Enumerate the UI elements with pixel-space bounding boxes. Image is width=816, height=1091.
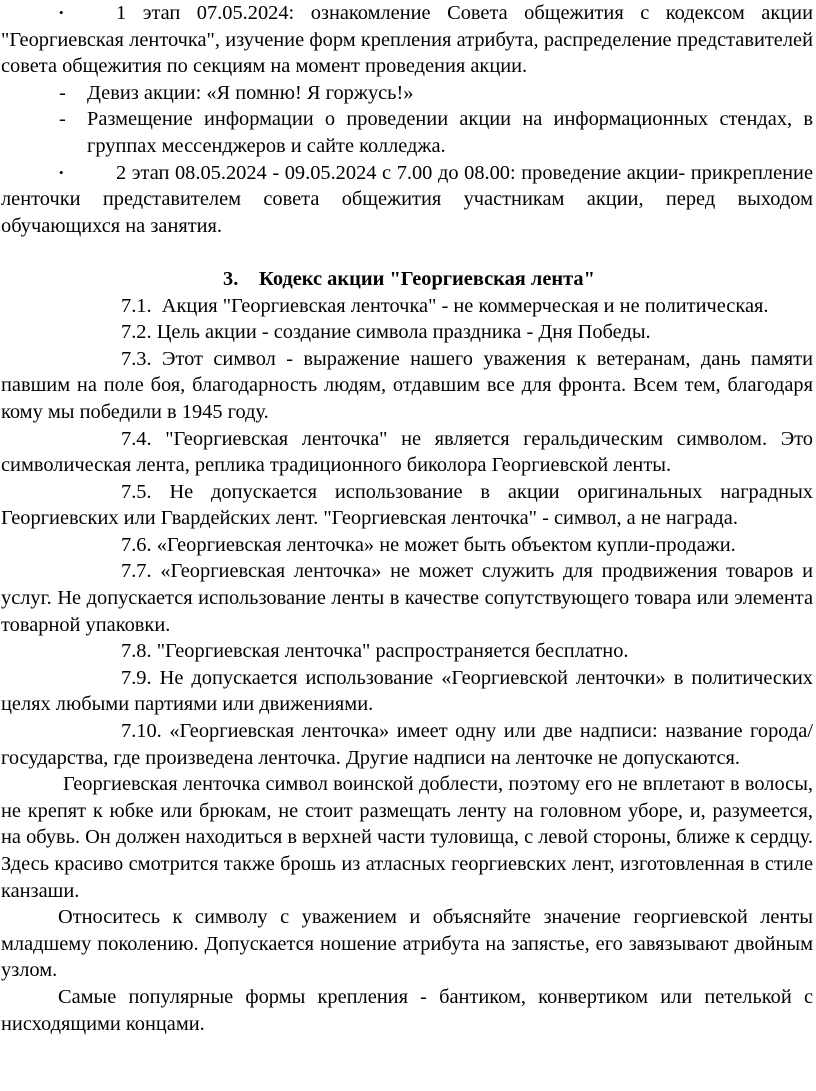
- item-number: 7.1.: [121, 294, 152, 317]
- stage-2-item: [1, 160, 813, 240]
- code-item-7-10: [1, 718, 813, 771]
- item-number: 7.6.: [121, 533, 152, 556]
- code-item-7-7: [1, 558, 813, 638]
- item-text: Цель акции - создание символа праздника - Дня Победы.: [156, 321, 651, 344]
- section-heading: [1, 266, 813, 293]
- item-number: 7.10.: [121, 720, 162, 743]
- dash-item-text: Девиз акции: «Я помню! Я горжусь!»: [87, 81, 414, 104]
- code-item-7-1: [1, 293, 813, 320]
- dash-item-info: [1, 106, 813, 159]
- item-text: «Георгиевская ленточка» имеет одну или две надписи: название города/государства, где произведена ленточка. Другие надписи на ленточке не допускаются.: [1, 720, 813, 769]
- code-item-7-6: [1, 532, 813, 559]
- bullet-icon: •: [59, 164, 64, 180]
- item-text: Не допускается использование в акции оригинальных наградных Георгиевских или Гвардейских лент. "Георгиевская ленточка" - символ, а не награда.: [1, 480, 813, 530]
- item-number: 7.7.: [121, 560, 152, 583]
- item-text: «Георгиевская ленточка» не может быть объектом купли-продажи.: [156, 533, 736, 556]
- section-number: 3.: [223, 267, 239, 290]
- item-number: 7.2.: [121, 321, 152, 344]
- item-text: Не допускается использование «Георгиевской ленточки» в политических целях любыми партиями или движениями.: [1, 666, 813, 716]
- item-number: 7.4.: [121, 427, 152, 450]
- dash-marker: -: [59, 81, 66, 104]
- code-item-7-8: [1, 638, 813, 665]
- item-number: 7.8.: [121, 640, 152, 663]
- stage-2-text: 2 этап 08.05.2024 - 09.05.2024 с 7.00 до 08.00: проведение акции- прикрепление ленточки представителем совета общежития участникам акции, перед выходом обучающихся на занятия.: [1, 161, 813, 237]
- code-item-7-4: [1, 426, 813, 479]
- bullet-icon: •: [59, 5, 64, 20]
- item-number: 7.3.: [121, 347, 152, 370]
- blank-line: [1, 239, 813, 266]
- item-text: Этот символ - выражение нашего уважения к ветеранам, дань памяти павшим на поле боя, благодарность людям, отдавшим все для фронта. Всем тем, благодаря кому мы победили в 1945 году.: [1, 347, 813, 423]
- item-text: Акция "Георгиевская ленточка" - не коммерческая и не политическая.: [161, 294, 769, 317]
- section-title: Кодекс акции "Георгиевская лента": [259, 267, 595, 290]
- paragraph-respect: Относитесь к символу с уважением и объясняйте значение георгиевской ленты младшему поколению. Допускается ношение атрибута на запястье, его завязывают двойным узлом.: [1, 906, 813, 982]
- item-number: 7.5.: [121, 480, 152, 503]
- item-text: «Георгиевская ленточка» не может служить для продвижения товаров и услуг. Не допускается использование ленты в качестве сопутствующего товара или элемента товарной упаковки.: [1, 560, 813, 636]
- stage-1-text: 1 этап 07.05.2024: ознакомление Совета общежития с кодексом акции "Георгиевская ленточка", изучение форм крепления атрибута, распределение представителей совета общежития по секциям на момент проведения акции.: [1, 2, 813, 78]
- item-number: 7.9.: [121, 666, 152, 689]
- paragraph-ribbon-placement: Георгиевская ленточка символ воинской доблести, поэтому его не вплетают в волосы, не крепят к юбке или брюкам, не стоит размещать ленту на головном уборе, и, разумеется, на обувь. Он должен находиться в верхней части туловища, с левой стороны, ближе к сердцу. Здесь красиво смотрится также брошь из атласных георгиевских лент, изготовленная в стиле канзаши.: [1, 773, 813, 902]
- code-item-7-3: [1, 346, 813, 426]
- code-item-7-5: [1, 479, 813, 532]
- item-text: "Георгиевская ленточка" распространяется бесплатно.: [156, 640, 629, 663]
- dash-marker: -: [59, 108, 66, 131]
- dash-item-text: Размещение информации о проведении акции на информационных стендах, в группах мессенджеров и сайте колледжа.: [87, 108, 813, 157]
- code-item-7-2: [1, 319, 813, 346]
- paragraph-attachment-forms: Самые популярные формы крепления - бантиком, конвертиком или петелькой с нисходящими концами.: [1, 985, 813, 1035]
- dash-item-motto: [1, 80, 813, 107]
- code-item-7-9: [1, 665, 813, 718]
- stage-1-item: [1, 0, 813, 80]
- item-text: "Георгиевская ленточка" не является геральдическим символом. Это символическая лента, реплика традиционного биколора Георгиевской ленты.: [1, 427, 813, 477]
